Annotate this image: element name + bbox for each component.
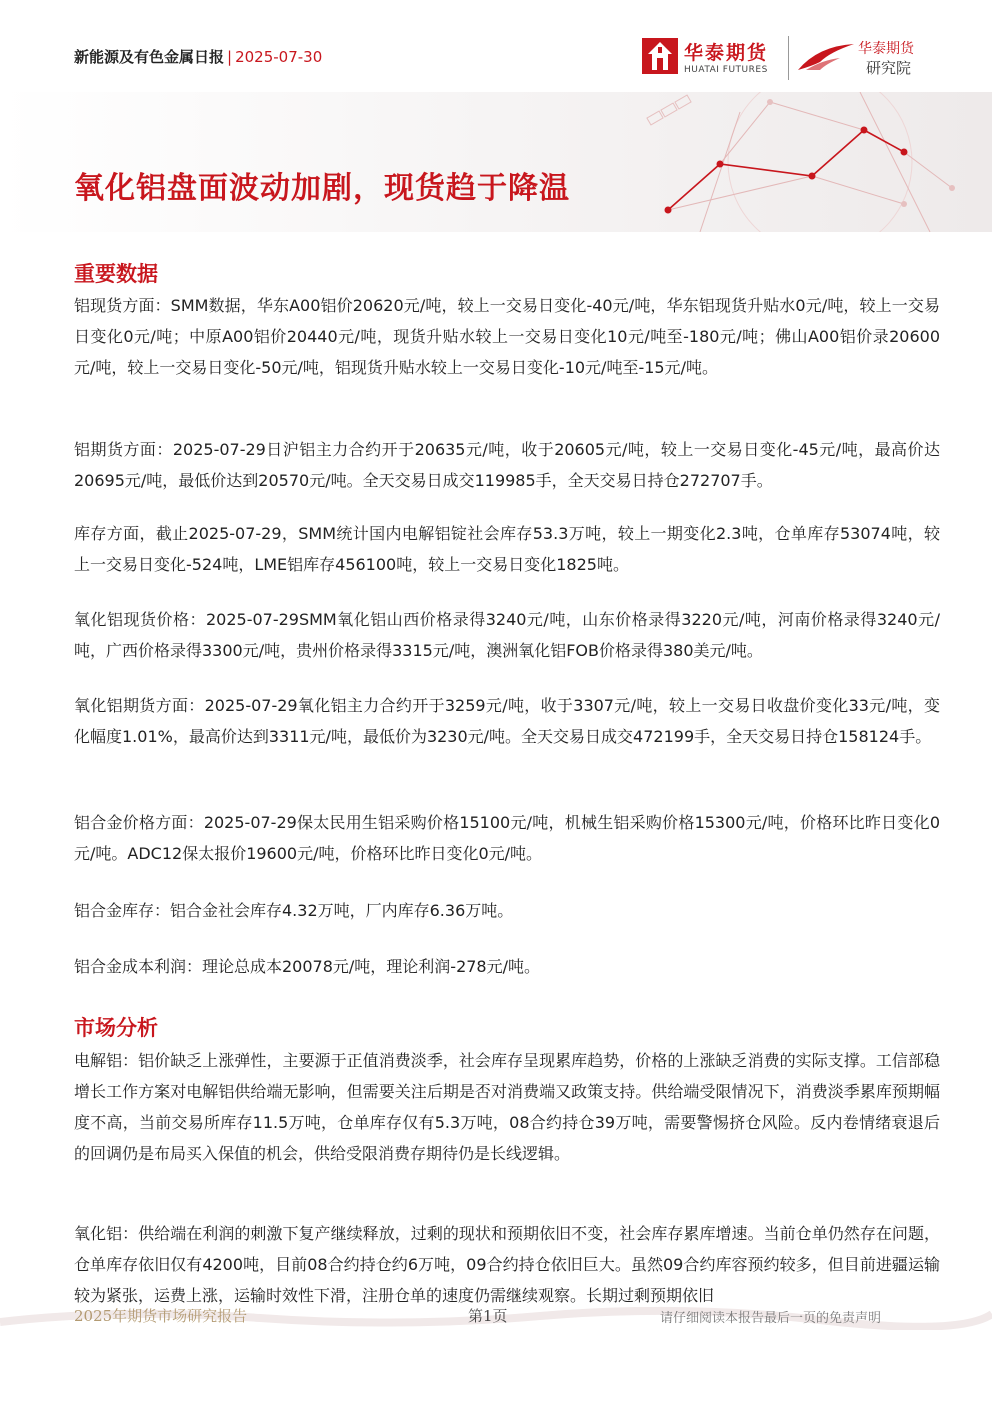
paragraph-alloy-price: 铝合金价格方面：2025-07-29保太民用生铝采购价格15100元/吨，机械生铝采购价格15300元/吨，价格环比昨日变化0元/吨。ADC12保太报价19600元/吨，价格环比昨日变化0元/吨。 xyxy=(74,813,940,863)
paragraph-alloy-inventory: 铝合金库存：铝合金社会库存4.32万吨，厂内库存6.36万吨。 xyxy=(74,901,514,920)
section-title-key-data: 重要数据 xyxy=(74,262,158,286)
paragraph-inventory: 库存方面，截止2025-07-29，SMM统计国内电解铝锭社会库存53.3万吨，较上一期变化2.3吨，仓单库存53074吨，较上一交易日变化-524吨，LME铝库存456100吨，较上一交易日变化1825吨。 xyxy=(74,524,940,574)
document-title: 氧化铝盘面波动加剧，现货趋于降温 xyxy=(74,171,570,206)
banner-network-graphic xyxy=(0,92,992,232)
footer-report-name: 2025年期货市场研究报告 xyxy=(74,1307,248,1325)
huatai-logo xyxy=(642,38,782,80)
footer-page-number: 第1页 xyxy=(468,1307,508,1325)
institute-sub: 研究院 xyxy=(866,59,912,77)
paragraph-aluminum-spot: 铝现货方面：SMM数据，华东A00铝价20620元/吨，较上一交易日变化-40元/吨，华东铝现货升贴水0元/吨，较上一交易日变化0元/吨；中原A00铝价20440元/吨，现货升贴水较上一交易日变化10元/吨至-180元/吨；佛山A00铝价录20600元/吨，较上一交易日变化-50元/吨，铝现货升贴水较上一交易日变化-10元/吨至-15元/吨。 xyxy=(74,296,940,377)
report-header xyxy=(74,46,322,67)
institute-logo xyxy=(796,36,926,80)
header-separator: | xyxy=(227,48,233,66)
title-banner xyxy=(0,92,992,232)
logo-chinese-name: 华泰期货 xyxy=(684,42,769,64)
paragraph-aluminum-futures: 铝期货方面：2025-07-29日沪铝主力合约开于20635元/吨，收于20605元/吨，较上一交易日变化-45元/吨，最高价达20695元/吨，最低价达到20570元/吨。全天交易日成交119985手，全天交易日持仓272707手。 xyxy=(74,440,940,490)
institute-name: 华泰期货 xyxy=(858,41,914,57)
logo-english-name: HUATAI FUTURES xyxy=(684,65,768,75)
paragraph-alloy-cost-profit: 铝合金成本利润：理论总成本20078元/吨，理论利润-278元/吨。 xyxy=(74,957,540,976)
paragraph-alumina-spot: 氧化铝现货价格：2025-07-29SMM氧化铝山西价格录得3240元/吨，山东价格录得3220元/吨，河南价格录得3240元/吨，广西价格录得3300元/吨，贵州价格录得3315元/吨，澳洲氧化铝FOB价格录得380美元/吨。 xyxy=(74,610,940,660)
footer-disclaimer: 请仔细阅读本报告最后一页的免责声明 xyxy=(660,1311,882,1326)
paragraph-electrolytic-aluminum: 电解铝：铝价缺乏上涨弹性，主要源于正值消费淡季，社会库存呈现累库趋势，价格的上涨缺乏消费的实际支撑。工信部稳增长工作方案对电解铝供给端无影响，但需要关注后期是否对消费端又政策支持。供给端受限情况下，消费淡季累库预期幅度不高，当前交易所库存11.5万吨，仓单库存仅有5.3万吨，08合约持仓39万吨，需要警惕挤仓风险。反内卷情绪衰退后的回调仍是布局买入保值的机会，供给受限消费存期待仍是长线逻辑。 xyxy=(74,1051,940,1163)
report-date: 2025-07-30 xyxy=(235,48,323,66)
paragraph-alumina-futures: 氧化铝期货方面：2025-07-29氧化铝主力合约开于3259元/吨，收于3307元/吨，较上一交易日收盘价变化33元/吨，变化幅度1.01%，最高价达到3311元/吨，最低价为3230元/吨。全天交易日成交472199手，全天交易日持仓158124手。 xyxy=(74,696,940,746)
huatai-logo-icon xyxy=(642,38,678,74)
report-name: 新能源及有色金属日报 xyxy=(74,48,225,66)
institute-wing-icon xyxy=(796,42,858,72)
logo-divider xyxy=(788,36,789,80)
paragraph-alumina-analysis: 氧化铝：供给端在利润的刺激下复产继续释放，过剩的现状和预期依旧不变，社会库存累库增速。当前仓单仍然存在问题，仓单库存依旧仅有4200吨，目前08合约持仓约6万吨，09合约持仓依旧巨大。虽然09合约库容预约较多，但目前进疆运输较为紧张，运费上涨，运输时效性下滑，注册仓单的速度仍需继续观察。长期过剩预期依旧 xyxy=(74,1224,940,1305)
section-title-market-analysis: 市场分析 xyxy=(74,1016,158,1040)
